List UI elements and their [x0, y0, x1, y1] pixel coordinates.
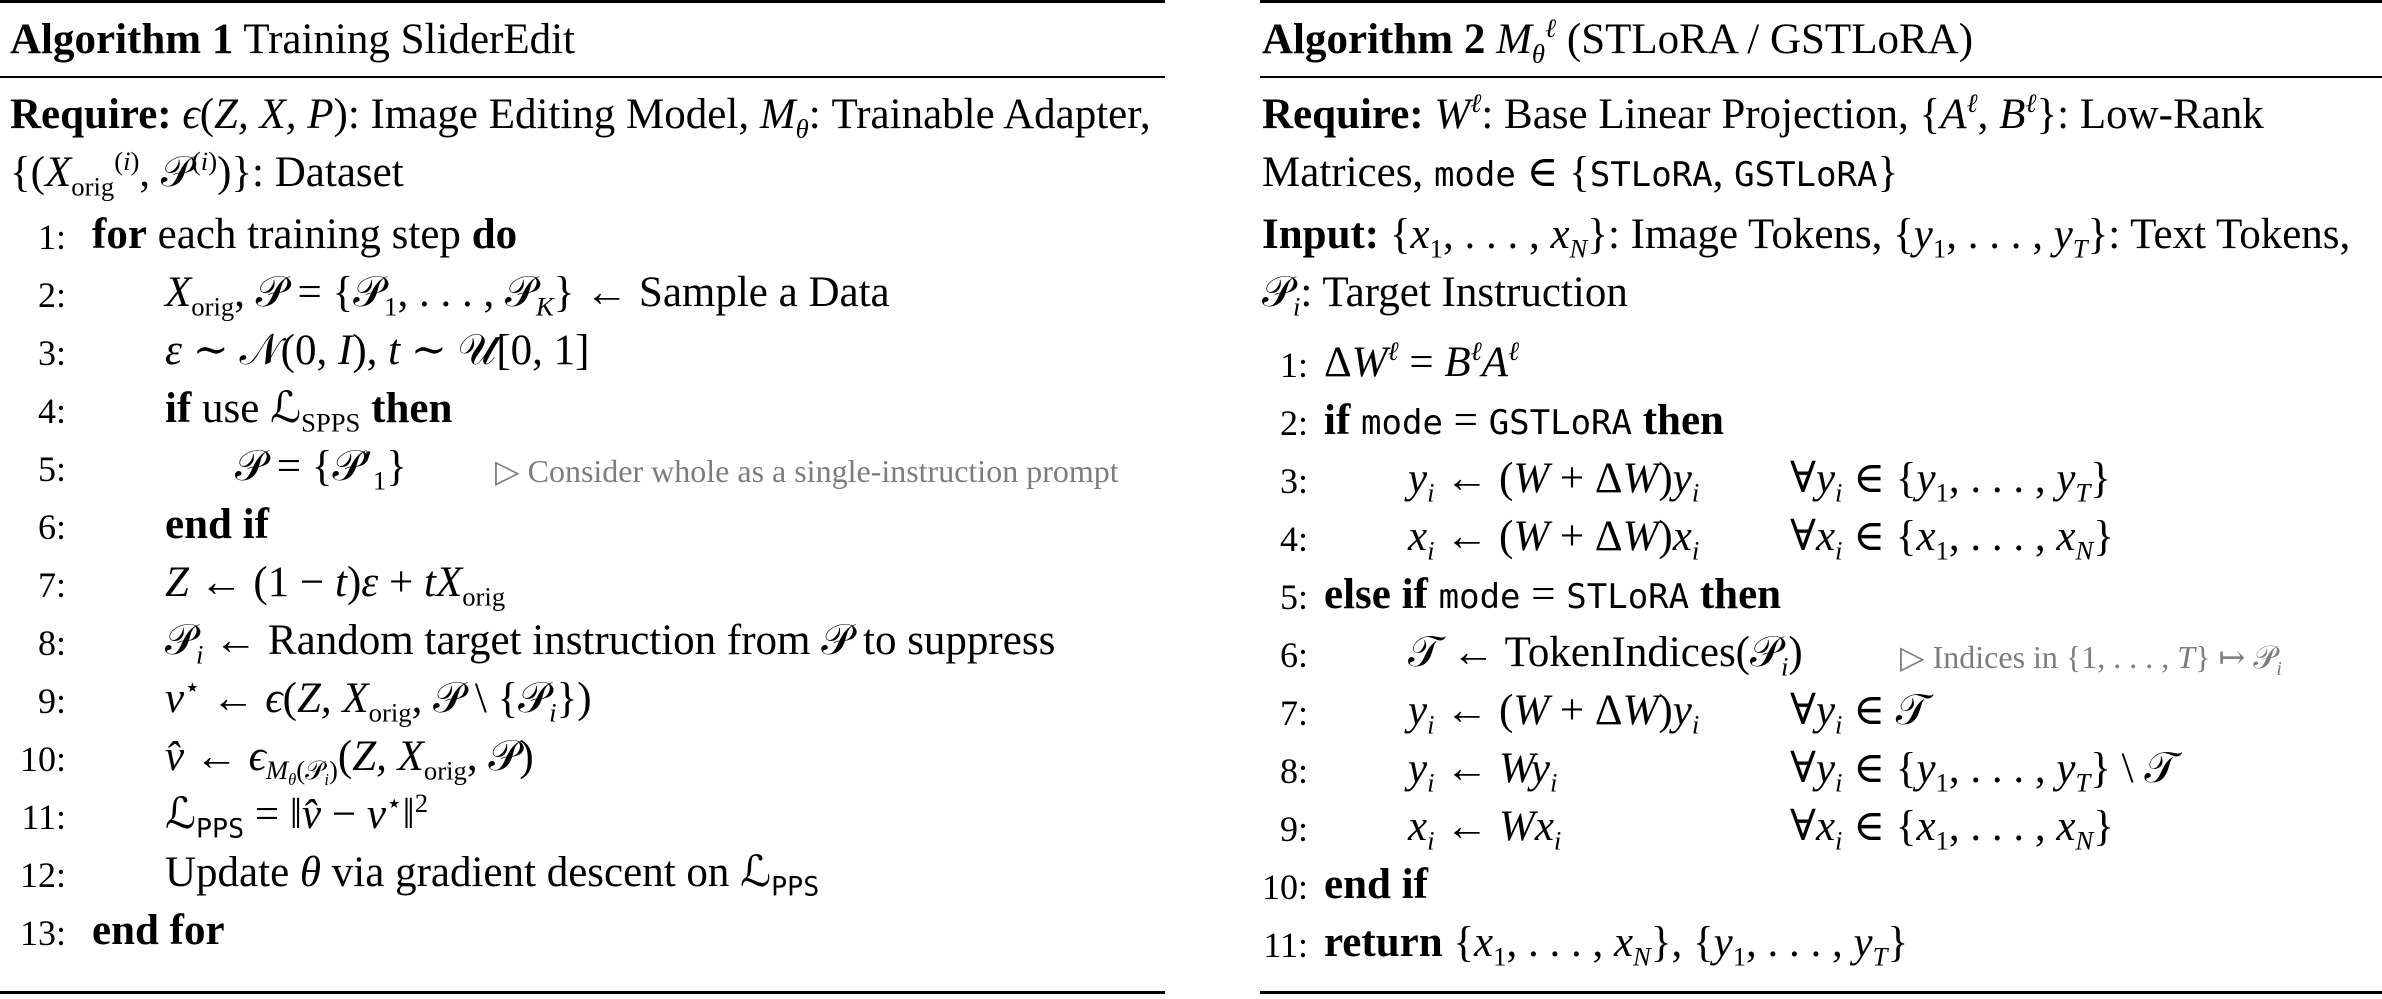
algorithm-1-lines [0, 206, 1165, 960]
algo1-line-3 [0, 322, 1165, 380]
line-text: $x_i$ ← $Wx_i$ [1408, 803, 1562, 856]
line-number: 1: [1279, 345, 1308, 385]
line-comment: ▷ Indices in {1, . . . , T} ↦ 𝒫$_i$ [1900, 639, 2282, 680]
line-number: 11: [21, 797, 66, 837]
algo2-line-3 [1260, 450, 2382, 508]
require-text: $W^\ell$: Base Linear Projection, {$A^\ell$, $B^\ell$}: Low-Rank Matrices, mode ∈ {STLoRA, GSTLoRA} [1262, 88, 2264, 196]
line-text: v̂ ← $\epsilon_{M_\theta(𝒫_i)}(Z$, $X_{orig}$, 𝒫) [165, 733, 534, 790]
algo1-line-11 [0, 786, 1165, 844]
line-text: return {$x_1$, . . . , $x_N$}, {$y_1$, . . . , $y_T$} [1324, 919, 1909, 972]
line-number: 4: [37, 391, 66, 431]
line-number: 4: [1279, 519, 1308, 559]
bottom-rule [0, 991, 1165, 994]
line-number: 7: [37, 565, 66, 605]
line-number: 9: [37, 681, 66, 721]
line-number: 3: [1279, 461, 1308, 501]
bottom-rule [1260, 991, 2382, 994]
line-text: end if [1324, 861, 1428, 908]
algo2-line-2 [1260, 392, 2382, 450]
line-text: else if mode = STLoRA then [1324, 571, 1782, 618]
input-text: {$x_1$, . . . , $x_N$}: Image Tokens, {$y_1$, . . . , $y_T$}: Text Tokens, 𝒫$_i$: Target Instruction [1262, 211, 2351, 322]
algorithm-1-require [0, 84, 1165, 202]
algorithm-1-name: Training SliderEdit [243, 16, 576, 63]
algo1-line-7 [0, 554, 1165, 612]
line-text: end if [165, 501, 269, 548]
line-text: $y_i$ ← $Wy_i$ [1408, 745, 1558, 798]
header-rule [1260, 76, 2382, 78]
line-text: 𝒫$_i$ ← Random target instruction from 𝒫 to suppress [165, 617, 1056, 670]
line-number: 8: [1279, 751, 1308, 791]
algo2-line-6 [1260, 624, 2382, 682]
algo1-line-10 [0, 728, 1165, 790]
line-number: 10: [1261, 867, 1308, 907]
algorithm-2-title [1260, 3, 2382, 76]
line-text: 𝒯 ← TokenIndices(𝒫$_i$) [1408, 629, 1803, 682]
line-number: 7: [1279, 693, 1308, 733]
line-text: Update θ via gradient descent on ℒ$_{PPS}$ [165, 849, 820, 903]
line-number: 5: [37, 449, 66, 489]
line-text: v⋆ ← ϵ(Z, $X_{orig}$, 𝒫 \ {𝒫$_i$}) [165, 672, 592, 728]
input-keyword: Input: [1262, 211, 1380, 258]
algo1-line-13 [0, 902, 1165, 960]
line-text: $X_{orig}$, 𝒫 = {𝒫$_1$, . . . , 𝒫$_K$} ← Sample a Data [165, 269, 890, 322]
line-condition: $\forall y_i$ ∈ {$y_1$, . . . , $y_T$} [1790, 455, 2111, 508]
line-text: if mode = GSTLoRA then [1324, 397, 1724, 444]
line-number: 3: [37, 333, 66, 373]
line-text: end for [92, 907, 225, 954]
line-text: for each training step do [92, 211, 518, 258]
algorithm-1-label: Algorithm 1 [10, 16, 234, 63]
line-text: if use ℒ$_{SPPS}$ then [165, 385, 453, 438]
line-condition: $\forall x_i$ ∈ {$x_1$, . . . , $x_N$} [1790, 513, 2114, 566]
line-number: 12: [19, 855, 66, 895]
algorithm-1-box [0, 0, 1165, 960]
line-number: 10: [19, 739, 66, 779]
require-text: ϵ(Z, X, P): Image Editing Model, $M_\theta$: Trainable Adapter, {($X_{orig}^{(i)}$, 𝒫$^{(i)}$)}: Dataset [10, 91, 1151, 202]
algo2-line-11 [1260, 914, 2382, 972]
line-text: $x_i$ ← $(W + \Delta W)x_i$ [1408, 513, 1700, 566]
algo1-line-8 [0, 612, 1165, 670]
line-text: ℒ$_{PPS}$ = ‖v̂ − v⋆‖$^2$ [165, 788, 429, 845]
line-text: Z ← $(1 - t)\varepsilon + tX_{orig}$ [165, 559, 506, 612]
header-rule [0, 76, 1165, 78]
algo1-line-6 [0, 496, 1165, 554]
line-number: 6: [1279, 635, 1308, 675]
algo1-line-12 [0, 844, 1165, 902]
line-number: 11: [1263, 925, 1308, 965]
line-number: 8: [37, 623, 66, 663]
line-condition: $\forall y_i$ ∈ 𝒯 [1790, 687, 1929, 740]
algo1-line-5 [0, 438, 1165, 496]
algo2-line-10 [1260, 856, 2382, 914]
require-keyword: Require: [1262, 91, 1424, 138]
line-number: 13: [19, 913, 66, 953]
algo1-line-4 [0, 380, 1165, 438]
algo1-line-9 [0, 670, 1165, 728]
line-condition: $\forall x_i$ ∈ {$x_1$, . . . , $x_N$} [1790, 803, 2114, 856]
algo2-line-8 [1260, 740, 2382, 798]
line-text: $y_i$ ← $(W + \Delta W)y_i$ [1408, 455, 1700, 508]
algo1-line-2 [0, 264, 1165, 322]
line-text: $\Delta W^\ell = B^\ell A^\ell$ [1324, 336, 1520, 386]
line-condition: $\forall y_i$ ∈ {$y_1$, . . . , $y_T$} \ 𝒯 [1790, 745, 2178, 798]
algo2-line-1 [1260, 334, 2382, 392]
line-text: ε ∼ 𝒩(0, I), t ∼ 𝒰[0, 1] [165, 327, 590, 374]
algo2-line-5 [1260, 566, 2382, 624]
algo2-line-4 [1260, 508, 2382, 566]
require-keyword: Require: [10, 91, 172, 138]
algorithm-2-label: Algorithm 2 [1262, 16, 1486, 63]
algorithm-2-require [1260, 84, 2382, 204]
line-number: 9: [1279, 809, 1308, 849]
algo2-line-7 [1260, 682, 2382, 740]
line-number: 2: [37, 275, 66, 315]
algorithm-1-title [0, 3, 1165, 76]
algorithm-2-name: $M_\theta^\ell$ (STLoRA / GSTLoRA) [1496, 13, 1974, 69]
algo2-line-9 [1260, 798, 2382, 856]
line-text: $y_i$ ← $(W + \Delta W)y_i$ [1408, 687, 1700, 740]
algorithm-2-input [1260, 204, 2382, 322]
line-number: 1: [37, 217, 66, 257]
algorithm-2-lines [1260, 334, 2382, 972]
line-number: 5: [1279, 577, 1308, 617]
algorithm-2-box [1260, 0, 2382, 972]
line-number: 6: [37, 507, 66, 547]
line-text: 𝒫 = $\{𝒫'_1\}$ [235, 443, 407, 496]
line-comment: ▷ Consider whole as a single-instruction prompt [495, 453, 1119, 489]
line-number: 2: [1279, 403, 1308, 443]
algo1-line-1 [0, 206, 1165, 264]
